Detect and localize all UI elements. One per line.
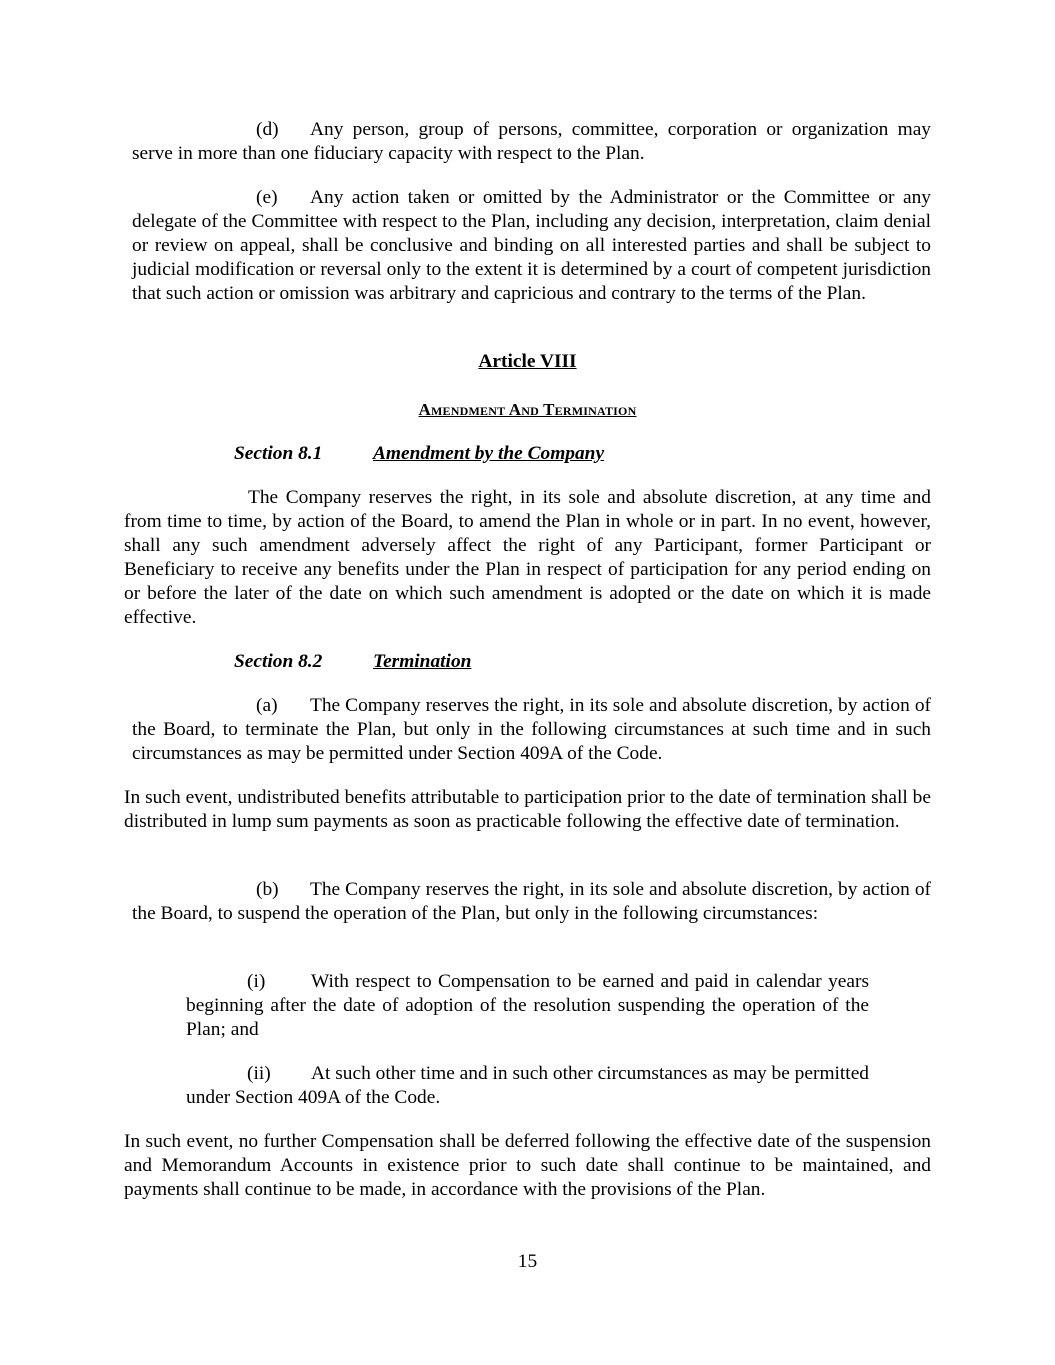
subparagraph-i-label: (i) <box>247 971 266 992</box>
article-subheading: Amendment And Termination <box>418 400 637 419</box>
subparagraph-i <box>186 970 869 1042</box>
paragraph-b <box>132 878 931 926</box>
section-8-2-number: Section 8.2 <box>234 651 323 672</box>
subparagraph-i-text: With respect to Compensation to be earned and paid in calendar years beginning after the date of adoption of the resolution suspending the operation of the Plan; and <box>186 971 869 1040</box>
paragraph-a-label: (a) <box>256 695 278 716</box>
section-8-1-title: Amendment by the Company <box>373 443 605 464</box>
section-8-1-body <box>124 486 931 630</box>
section-8-1-heading <box>234 442 604 466</box>
paragraph-after-a <box>124 786 931 834</box>
paragraph-b-text: The Company reserves the right, in its sole and absolute discretion, by action of the Board, to suspend the operation of the Plan, but only in the following circumstances: <box>132 879 931 924</box>
paragraph-d-label: (d) <box>256 119 279 140</box>
paragraph-e <box>132 186 931 306</box>
paragraph-a-text: The Company reserves the right, in its sole and absolute discretion, by action of the Board, to terminate the Plan, but only in the following circumstances at such time and in such circumstances as may be permitted under Section 409A of the Code. <box>132 695 931 764</box>
section-8-1-text: The Company reserves the right, in its sole and absolute discretion, at any time and from time to time, by action of the Board, to amend the Plan in whole or in part. In no event, however, shall any such amendment adversely affect the right of any Participant, former Participant or Beneficiary to receive any benefits under the Plan in respect of participation for any period ending on or before the later of the date on which such amendment is adopted or the date on which it is made effective. <box>124 487 931 628</box>
section-8-1-number: Section 8.1 <box>234 443 323 464</box>
subparagraph-ii <box>186 1062 869 1110</box>
page-number: 15 <box>517 1251 538 1272</box>
paragraph-b-label: (b) <box>256 879 279 900</box>
subparagraph-ii-label: (ii) <box>247 1063 271 1084</box>
paragraph-after-b <box>124 1130 931 1202</box>
paragraph-d <box>132 118 931 166</box>
subparagraph-ii-text: At such other time and in such other circumstances as may be permitted under Section 409A of the Code. <box>186 1063 869 1108</box>
section-8-2-title: Termination <box>373 651 472 672</box>
paragraph-e-text: Any action taken or omitted by the Administrator or the Committee or any delegate of the Committee with respect to the Plan, including any decision, interpretation, claim denial or review on appeal, shall be conclusive and binding on all interested parties and shall be subject to judicial modification or reversal only to the extent it is determined by a court of competent jurisdiction that such action or omission was arbitrary and capricious and contrary to the terms of the Plan. <box>132 187 931 304</box>
paragraph-d-text: Any person, group of persons, committee, corporation or organization may serve in more than one fiduciary capacity with respect to the Plan. <box>132 119 931 164</box>
paragraph-after-a-text: In such event, undistributed benefits attributable to participation prior to the date of termination shall be distributed in lump sum payments as soon as practicable following the effective date of termination. <box>124 787 931 832</box>
article-heading: Article VIII <box>478 351 577 372</box>
paragraph-e-label: (e) <box>256 187 278 208</box>
paragraph-a <box>132 694 931 766</box>
section-8-2-heading <box>234 650 471 674</box>
paragraph-after-b-text: In such event, no further Compensation shall be deferred following the effective date of the suspension and Memorandum Accounts in existence prior to such date shall continue to be maintained, and payments shall continue to be made, in accordance with the provisions of the Plan. <box>124 1131 931 1200</box>
